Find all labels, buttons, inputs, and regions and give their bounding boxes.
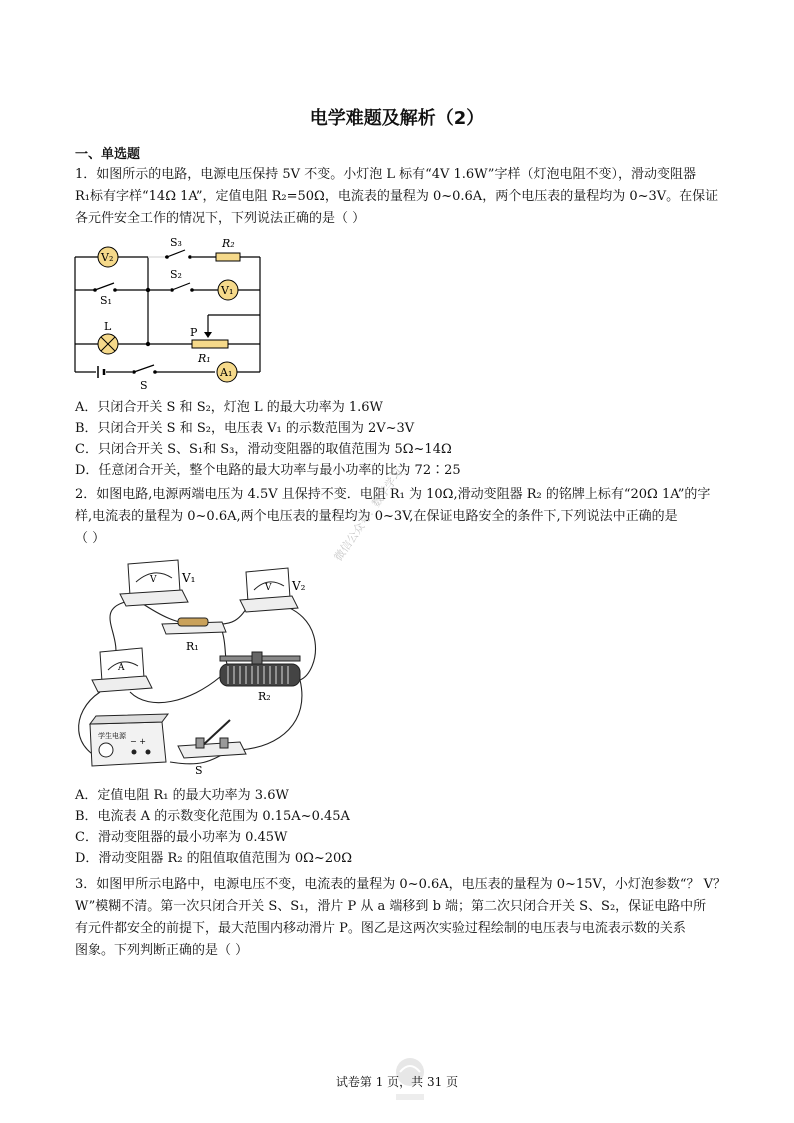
q3-line1: 3．如图甲所示电路中，电源电压不变，电流表的量程为 0~0.6A，电压表的量程为 0~15V，小灯泡参数“？ V？ bbox=[75, 877, 727, 892]
q1-option-b[interactable]: B．只闭合开关 S 和 S₂，电压表 V₁ 的示数范围为 2V~3V bbox=[75, 421, 415, 436]
v1-meter-label: V₁ bbox=[182, 571, 196, 585]
section-heading: 一、单选题 bbox=[75, 147, 141, 162]
r2-label: R₂ bbox=[258, 690, 271, 703]
q1-line3: 各元件安全工作的情况下，下列说法正确的是（ ） bbox=[75, 211, 366, 226]
q2-line2: 样,电流表的量程为 0~0.6A,两个电压表的量程均为 0~3V,在保证电路安全的条件下,下列说法中正确的是 bbox=[75, 509, 678, 524]
q3-line2: W”模糊不清。第一次只闭合开关 S、S₁，滑片 P 从 a 端移到 b 端；第二次只闭合开关 S、S₂，保证电路中所 bbox=[75, 899, 707, 914]
q2-line1: 2．如图电路,电源两端电压为 4.5V 且保持不变．电阻 R₁ 为 10Ω,滑动变阻器 R₂ 的铭牌上标有“20Ω 1A”的字 bbox=[75, 487, 711, 502]
svg-text:− +: − + bbox=[130, 737, 146, 746]
q1-line2: R₁标有字样“14Ω 1A”，定值电阻 R₂=50Ω，电流表的量程为 0~0.6A，两个电压表的量程均为 0~3V。在保证 bbox=[75, 189, 719, 204]
v1-label: V₁ bbox=[221, 284, 234, 297]
q2-option-b[interactable]: B．电流表 A 的示数变化范围为 0.15A~0.45A bbox=[75, 809, 350, 824]
q1-option-a[interactable]: A．只闭合开关 S 和 S₂，灯泡 L 的最大功率为 1.6W bbox=[75, 400, 383, 415]
s2-label: S₂ bbox=[170, 268, 182, 281]
r1-label: R₁ bbox=[198, 352, 211, 365]
q1-option-c[interactable]: C．只闭合开关 S、S₁和 S₃，滑动变阻器的取值范围为 5Ω~14Ω bbox=[75, 442, 452, 457]
a1-label: A₁ bbox=[220, 366, 233, 379]
p-label: P bbox=[190, 326, 198, 339]
l-label: L bbox=[104, 320, 112, 333]
psu-label: 学生电源 bbox=[98, 732, 126, 740]
q3-line3: 有元件都安全的前提下，最大范围内移动滑片 P。图乙是这两次实验过程绘制的电压表与电流表示数的关系 bbox=[75, 921, 686, 936]
q2-option-d[interactable]: D．滑动变阻器 R₂ 的阻值取值范围为 0Ω~20Ω bbox=[75, 851, 353, 866]
s3-label: S₃ bbox=[170, 236, 182, 249]
q2-option-a[interactable]: A．定值电阻 R₁ 的最大功率为 3.6W bbox=[75, 788, 289, 803]
r2-label: R₂ bbox=[222, 237, 235, 250]
q1-circuit-diagram bbox=[70, 232, 270, 394]
q1-option-d[interactable]: D．任意闭合开关，整个电路的最大功率与最小功率的比为 72∶25 bbox=[75, 463, 461, 478]
q2-physical-circuit bbox=[70, 552, 330, 780]
s-label: S bbox=[195, 764, 203, 777]
a-meter-face: A bbox=[118, 663, 125, 673]
v1-meter-face: V bbox=[150, 575, 157, 585]
s-label: S bbox=[140, 379, 148, 392]
watermark-text: 微信公众号：数学学习 bbox=[331, 466, 406, 564]
v2-meter-label: V₂ bbox=[292, 579, 306, 593]
page-title: 电学难题及解析（2） bbox=[309, 108, 485, 129]
page-footer: 试卷第 1 页，共 31 页 bbox=[335, 1075, 459, 1089]
s1-label: S₁ bbox=[100, 294, 112, 307]
v2-meter-face: V bbox=[265, 583, 272, 593]
r1-label: R₁ bbox=[186, 640, 199, 653]
q2-line3: （ ） bbox=[75, 531, 106, 546]
q3-line4: 图象。下列判断正确的是（ ） bbox=[75, 943, 249, 958]
q1-line1: 1．如图所示的电路，电源电压保持 5V 不变。小灯泡 L 标有“4V 1.6W”字样（灯泡电阻不变），滑动变阻器 bbox=[75, 167, 696, 182]
v2-label: V₂ bbox=[101, 251, 114, 264]
q2-option-c[interactable]: C．滑动变阻器的最小功率为 0.45W bbox=[75, 830, 288, 845]
